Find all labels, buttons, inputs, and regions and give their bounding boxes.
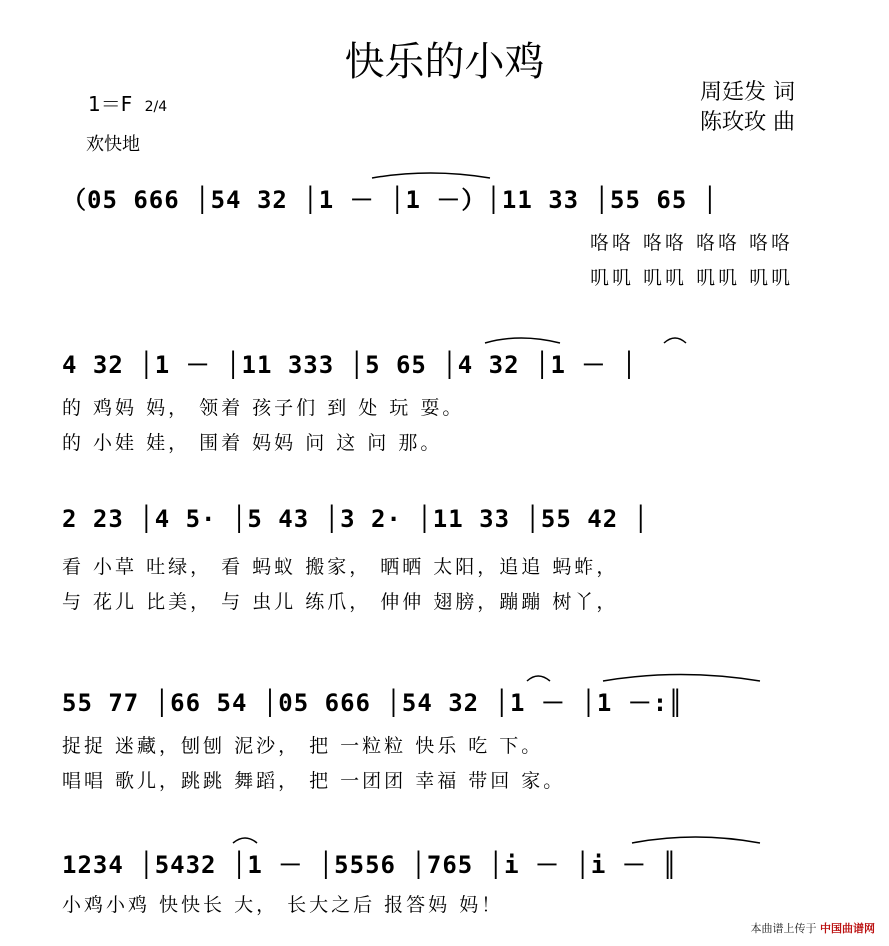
tie-mark (372, 173, 490, 178)
song-title: 快乐的小鸡 (344, 39, 545, 85)
tie-mark (527, 676, 550, 681)
site-logo: 中国曲谱网 (820, 922, 875, 935)
upload-text: 本曲谱上传于 (750, 922, 817, 935)
notation-line: （05 666 │54 32 │1 － │1 －）│11 33 │55 65 │ (62, 186, 719, 214)
lyrics-verse-1: 的 鸡妈 妈， 领着 孩子们 到 处 玩 耍。 (62, 397, 465, 419)
tie-mark (664, 338, 686, 343)
tie-mark (485, 338, 560, 343)
key-text: 1＝F (88, 92, 133, 116)
composer: 陈玫玫 曲 (700, 110, 795, 135)
notation-line: 4 32 │1 － │11 333 │5 65 │4 32 │1 － │ (62, 351, 638, 379)
lyricist: 周廷发 词 (700, 80, 795, 105)
lyrics-verse-2: 唱唱 歌儿，跳跳 舞蹈， 把 一团团 幸福 带回 家。 (62, 770, 566, 792)
notation-line: 55 77 │66 54 │05 666 │54 32 │1 － │1 －:║ (62, 689, 684, 717)
lyrics-verse-2: 叽叽 叽叽 叽叽 叽叽 (590, 267, 794, 289)
meter: 2/4 (144, 99, 168, 115)
tie-mark (603, 675, 760, 682)
lyrics-verse-1: 咯咯 咯咯 咯咯 咯咯 (590, 232, 794, 254)
lyrics-verse-2: 与 花儿 比美， 与 虫儿 练爪， 伸伸 翅膀，蹦蹦 树丫， (62, 591, 619, 613)
lyrics-verse-1: 小鸡小鸡 快快长 大， 长大之后 报答妈 妈！ (62, 894, 504, 916)
tie-mark (632, 837, 760, 843)
lyrics-verse-1: 捉捉 迷藏，刨刨 泥沙， 把 一粒粒 快乐 吃 下。 (62, 735, 544, 757)
notation-line: 1234 │5432 │1 － │5556 │765 │i － │i － ║ (62, 851, 678, 879)
tie-mark (233, 838, 257, 843)
tempo-marking: 欢快地 (86, 134, 140, 155)
lyrics-verse-1: 看 小草 吐绿， 看 蚂蚁 搬家， 晒晒 太阳，追追 蚂蚱， (62, 556, 619, 578)
footer-credit (751, 920, 876, 936)
lyrics-verse-2: 的 小娃 娃， 围着 妈妈 问 这 问 那。 (62, 432, 443, 454)
notation-line: 2 23 │4 5· │5 43 │3 2· │11 33 │55 42 │ (62, 505, 650, 533)
